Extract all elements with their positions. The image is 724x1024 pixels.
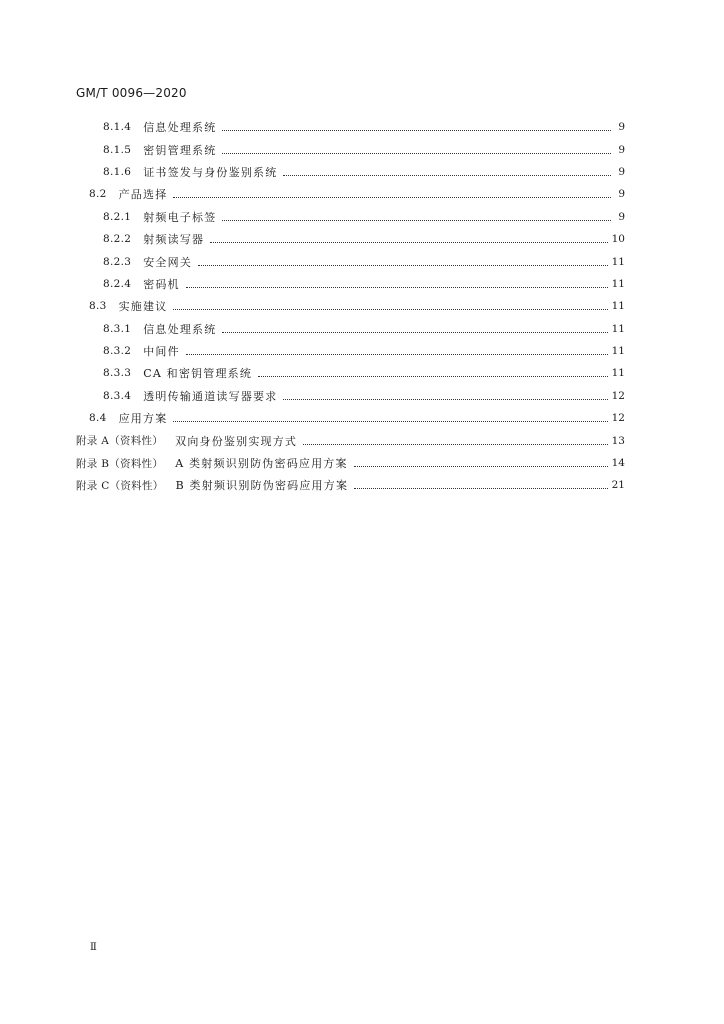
toc-entry[interactable] bbox=[0, 206, 724, 228]
toc-entry-number: 8.2.1 bbox=[103, 210, 132, 223]
toc-entry[interactable] bbox=[0, 318, 724, 340]
toc-leader-dots bbox=[354, 487, 607, 489]
toc-entry-number: 8.2.2 bbox=[103, 233, 132, 246]
toc-entry-page: 11 bbox=[611, 255, 625, 268]
toc-entry-appendix[interactable] bbox=[0, 474, 724, 496]
toc-entry-title: 双向身份鉴别实现方式 bbox=[175, 434, 298, 448]
toc-entry-title: 射频读写器 bbox=[143, 233, 205, 247]
toc-entry[interactable] bbox=[0, 340, 724, 362]
toc-entry-number: 8.3.4 bbox=[103, 389, 132, 402]
toc-leader-dots bbox=[283, 174, 611, 176]
toc-entry[interactable] bbox=[0, 362, 724, 384]
toc-entry-number: 附录 C（资料性） bbox=[76, 479, 164, 492]
toc-entry-page: 9 bbox=[618, 188, 625, 201]
toc-entry[interactable] bbox=[0, 116, 724, 138]
toc-entry[interactable] bbox=[0, 385, 724, 407]
toc-entry[interactable] bbox=[0, 250, 724, 272]
toc-entry[interactable] bbox=[0, 273, 724, 295]
toc-entry-title: B 类射频识别防伪密码应用方案 bbox=[175, 479, 349, 493]
toc-leader-dots bbox=[283, 398, 607, 400]
toc-entry-title: 证书签发与身份鉴别系统 bbox=[143, 165, 278, 179]
toc-entry-page: 11 bbox=[611, 322, 625, 335]
toc-entry-page: 9 bbox=[618, 165, 625, 178]
toc-entry[interactable] bbox=[0, 138, 724, 160]
toc-entry-title: 实施建议 bbox=[118, 300, 168, 314]
toc-entry-number: 8.1.5 bbox=[103, 143, 132, 156]
toc-entry-number: 8.3.2 bbox=[103, 345, 132, 358]
toc-leader-dots bbox=[186, 353, 608, 355]
toc-entry-page: 21 bbox=[611, 479, 625, 492]
toc-entry-number: 8.2.3 bbox=[103, 255, 132, 268]
toc-entry-title: 密钥管理系统 bbox=[143, 143, 217, 157]
toc-entry[interactable] bbox=[0, 228, 724, 250]
toc-entry-number: 8.2 bbox=[89, 188, 107, 201]
toc-entry-page: 9 bbox=[618, 210, 625, 223]
toc-leader-dots bbox=[222, 331, 607, 333]
toc-entry-number: 8.1.4 bbox=[103, 121, 132, 134]
toc-entry-page: 10 bbox=[611, 233, 625, 246]
toc-leader-dots bbox=[210, 241, 607, 243]
toc-entry-page: 12 bbox=[611, 412, 625, 425]
toc-leader-dots bbox=[303, 443, 608, 445]
toc-entry[interactable] bbox=[0, 407, 724, 429]
toc-leader-dots bbox=[186, 286, 608, 288]
toc-entry-page: 12 bbox=[611, 389, 625, 402]
toc-entry-title: 安全网关 bbox=[143, 255, 193, 269]
toc-entry-appendix[interactable] bbox=[0, 429, 724, 451]
toc-entry-title: 信息处理系统 bbox=[143, 322, 217, 336]
toc-entry[interactable] bbox=[0, 295, 724, 317]
toc-entry-title: 产品选择 bbox=[118, 188, 168, 202]
toc-entry-number: 8.4 bbox=[89, 412, 107, 425]
toc-entry-title: 密码机 bbox=[143, 277, 180, 291]
toc-entry-title: CA 和密钥管理系统 bbox=[143, 367, 253, 381]
toc-entry-number: 8.1.6 bbox=[103, 165, 132, 178]
toc-leader-dots bbox=[198, 264, 608, 266]
toc-entry-number: 附录 B（资料性） bbox=[76, 457, 164, 470]
toc-entry-title: A 类射频识别防伪密码应用方案 bbox=[175, 457, 348, 471]
toc-entry-page: 11 bbox=[611, 367, 625, 380]
toc-entry-number: 8.2.4 bbox=[103, 277, 132, 290]
toc-entry-number: 8.3.1 bbox=[103, 322, 132, 335]
toc-entry-number: 8.3.3 bbox=[103, 367, 132, 380]
toc-leader-dots bbox=[173, 308, 607, 310]
toc-entry-title: 应用方案 bbox=[118, 412, 168, 426]
toc-entry-page: 9 bbox=[618, 143, 625, 156]
toc-leader-dots bbox=[222, 129, 611, 131]
page-number: Ⅱ bbox=[90, 942, 97, 953]
toc-entry-page: 11 bbox=[611, 345, 625, 358]
toc-leader-dots bbox=[173, 196, 611, 198]
toc-entry-page: 13 bbox=[611, 434, 625, 447]
toc-leader-dots bbox=[354, 465, 608, 467]
toc-leader-dots bbox=[222, 219, 611, 221]
toc-entry-number: 8.3 bbox=[89, 300, 107, 313]
toc-entry-title: 透明传输通道读写器要求 bbox=[143, 389, 278, 403]
toc-entry-title: 中间件 bbox=[143, 345, 180, 359]
toc-entry-title: 信息处理系统 bbox=[143, 121, 217, 135]
toc-entry[interactable] bbox=[0, 161, 724, 183]
toc-entry[interactable] bbox=[0, 183, 724, 205]
table-of-contents bbox=[0, 116, 724, 497]
toc-entry-appendix[interactable] bbox=[0, 452, 724, 474]
toc-entry-page: 11 bbox=[611, 277, 625, 290]
toc-entry-page: 9 bbox=[618, 121, 625, 134]
document-code: GM/T 0096—2020 bbox=[76, 86, 187, 100]
toc-entry-page: 14 bbox=[611, 457, 625, 470]
toc-leader-dots bbox=[258, 375, 608, 377]
toc-entry-number: 附录 A（资料性） bbox=[76, 435, 164, 448]
toc-leader-dots bbox=[173, 420, 607, 422]
toc-entry-title: 射频电子标签 bbox=[143, 210, 217, 224]
toc-leader-dots bbox=[222, 152, 611, 154]
toc-entry-page: 11 bbox=[611, 300, 625, 313]
